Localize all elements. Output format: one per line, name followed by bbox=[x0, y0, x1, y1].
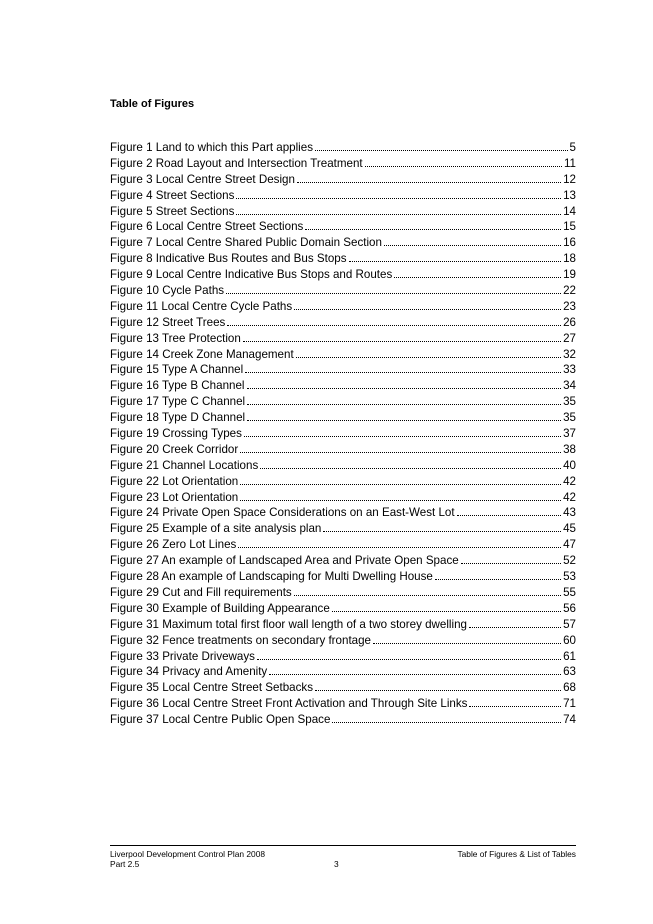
toc-entry-label: Figure 22 Lot Orientation bbox=[110, 474, 239, 488]
toc-entry-page: 60 bbox=[563, 633, 576, 647]
toc-entry-page: 26 bbox=[563, 315, 576, 329]
toc-leader-dots bbox=[384, 244, 561, 246]
toc-entry-label: Figure 36 Local Centre Street Front Activation and Through Site Links bbox=[110, 697, 468, 711]
toc-entry-page: 13 bbox=[563, 188, 576, 202]
toc-entry-label: Figure 10 Cycle Paths bbox=[110, 284, 225, 298]
toc-entry-page: 27 bbox=[563, 331, 576, 345]
toc-entry-page: 38 bbox=[563, 442, 576, 456]
toc-entry-page: 40 bbox=[563, 458, 576, 472]
toc-entry-label: Figure 6 Local Centre Street Sections bbox=[110, 220, 304, 234]
toc-entry[interactable] bbox=[110, 649, 576, 665]
page-title: Table of Figures bbox=[110, 98, 195, 110]
toc-entry[interactable] bbox=[110, 553, 576, 569]
toc-leader-dots bbox=[260, 467, 561, 469]
toc-entry-page: 56 bbox=[563, 601, 576, 615]
toc-entry-label: Figure 19 Crossing Types bbox=[110, 427, 242, 441]
toc-leader-dots bbox=[227, 324, 561, 326]
toc-entry[interactable] bbox=[110, 347, 576, 363]
toc-entry-page: 42 bbox=[563, 474, 576, 488]
toc-leader-dots bbox=[349, 260, 562, 262]
toc-entry-label: Figure 2 Road Layout and Intersection Treatment bbox=[110, 156, 363, 170]
toc-entry-page: 33 bbox=[563, 363, 576, 377]
toc-entry-label: Figure 8 Indicative Bus Routes and Bus Stops bbox=[110, 252, 347, 266]
toc-entry-label: Figure 7 Local Centre Shared Public Domain Section bbox=[110, 236, 382, 250]
toc-entry[interactable] bbox=[110, 696, 576, 712]
toc-entry-label: Figure 11 Local Centre Cycle Paths bbox=[110, 299, 293, 313]
footer-document-title: Liverpool Development Control Plan 2008 bbox=[110, 849, 266, 859]
toc-entry-label: Figure 9 Local Centre Indicative Bus Stops and Routes bbox=[110, 268, 393, 282]
toc-entry-page: 37 bbox=[563, 427, 576, 441]
toc-entry-label: Figure 13 Tree Protection bbox=[110, 331, 241, 345]
toc-entry-label: Figure 29 Cut and Fill requirements bbox=[110, 585, 292, 599]
toc-entry-label: Figure 20 Creek Corridor bbox=[110, 442, 239, 456]
toc-entry[interactable] bbox=[110, 299, 576, 315]
toc-entry[interactable] bbox=[110, 633, 576, 649]
toc-entry-label: Figure 32 Fence treatments on secondary frontage bbox=[110, 633, 372, 647]
toc-leader-dots bbox=[332, 610, 561, 612]
toc-leader-dots bbox=[238, 546, 561, 548]
toc-entry-label: Figure 1 Land to which this Part applies bbox=[110, 141, 314, 154]
toc-entry[interactable] bbox=[110, 267, 576, 283]
toc-entry[interactable] bbox=[110, 362, 576, 378]
toc-entry-label: Figure 14 Creek Zone Management bbox=[110, 347, 294, 361]
toc-entry[interactable] bbox=[110, 490, 576, 506]
toc-entry-page: 57 bbox=[563, 617, 576, 631]
toc-entry-label: Figure 15 Type A Channel bbox=[110, 363, 244, 377]
toc-leader-dots bbox=[315, 149, 568, 151]
toc-leader-dots bbox=[247, 403, 561, 405]
toc-entry[interactable] bbox=[110, 331, 576, 347]
toc-leader-dots bbox=[226, 292, 561, 294]
toc-entry-page: 14 bbox=[563, 204, 576, 218]
toc-entry-page: 22 bbox=[563, 284, 576, 298]
toc-entry-label: Figure 16 Type B Channel bbox=[110, 379, 245, 393]
toc-leader-dots bbox=[243, 340, 561, 342]
toc-entry-label: Figure 33 Private Driveways bbox=[110, 649, 255, 663]
toc-leader-dots bbox=[469, 626, 561, 628]
toc-entry-label: Figure 26 Zero Lot Lines bbox=[110, 538, 237, 552]
toc-leader-dots bbox=[365, 165, 562, 167]
toc-leader-dots bbox=[244, 435, 561, 437]
toc-entry-page: 43 bbox=[563, 506, 576, 520]
toc-entry-label: Figure 24 Private Open Space Considerations on an East-West Lot bbox=[110, 506, 455, 520]
toc-leader-dots bbox=[247, 419, 561, 421]
toc-entry[interactable] bbox=[110, 712, 576, 728]
toc-entry-page: 53 bbox=[563, 570, 576, 584]
table-of-figures-list bbox=[110, 140, 576, 728]
toc-entry-label: Figure 25 Example of a site analysis plan bbox=[110, 522, 322, 536]
toc-entry-page: 19 bbox=[563, 268, 576, 282]
toc-entry-page: 63 bbox=[563, 665, 576, 679]
toc-leader-dots bbox=[461, 562, 561, 564]
toc-leader-dots bbox=[294, 308, 561, 310]
toc-leader-dots bbox=[323, 530, 561, 532]
toc-entry-label: Figure 31 Maximum total first floor wall length of a two storey dwelling bbox=[110, 617, 467, 631]
toc-leader-dots bbox=[247, 387, 562, 389]
toc-leader-dots bbox=[236, 213, 561, 215]
toc-entry-label: Figure 4 Street Sections bbox=[110, 188, 235, 202]
toc-entry-label: Figure 18 Type D Channel bbox=[110, 411, 246, 425]
toc-leader-dots bbox=[332, 721, 561, 723]
footer-section-title: Table of Figures & List of Tables bbox=[457, 849, 576, 859]
toc-entry-page: 11 bbox=[563, 156, 576, 170]
toc-entry[interactable] bbox=[110, 410, 576, 426]
toc-leader-dots bbox=[240, 499, 561, 501]
toc-entry[interactable] bbox=[110, 426, 576, 442]
footer-part: Part 2.5 bbox=[110, 859, 140, 869]
toc-leader-dots bbox=[236, 197, 561, 199]
toc-entry-label: Figure 3 Local Centre Street Design bbox=[110, 172, 295, 186]
toc-entry[interactable] bbox=[110, 394, 576, 410]
toc-entry-label: Figure 34 Privacy and Amenity bbox=[110, 665, 268, 679]
toc-leader-dots bbox=[394, 276, 561, 278]
toc-entry-page: 12 bbox=[563, 172, 576, 186]
toc-entry[interactable] bbox=[110, 569, 576, 585]
toc-entry-page: 61 bbox=[563, 649, 576, 663]
toc-entry[interactable] bbox=[110, 156, 576, 172]
toc-entry[interactable] bbox=[110, 378, 576, 394]
toc-entry[interactable] bbox=[110, 172, 576, 188]
toc-entry-page: 42 bbox=[563, 490, 576, 504]
toc-entry-page: 74 bbox=[563, 713, 576, 727]
toc-entry-page: 23 bbox=[563, 299, 576, 313]
toc-entry[interactable] bbox=[110, 474, 576, 490]
toc-entry[interactable] bbox=[110, 601, 576, 617]
toc-leader-dots bbox=[257, 658, 561, 660]
toc-entry[interactable] bbox=[110, 283, 576, 299]
toc-entry[interactable] bbox=[110, 315, 576, 331]
toc-entry-label: Figure 17 Type C Channel bbox=[110, 395, 246, 409]
toc-leader-dots bbox=[269, 673, 561, 675]
toc-leader-dots bbox=[435, 578, 561, 580]
toc-entry[interactable] bbox=[110, 680, 576, 696]
toc-entry-page: 32 bbox=[563, 347, 576, 361]
toc-leader-dots bbox=[240, 483, 561, 485]
toc-entry-page: 52 bbox=[563, 554, 576, 568]
toc-entry-page: 15 bbox=[563, 220, 576, 234]
toc-leader-dots bbox=[457, 514, 562, 516]
toc-entry[interactable] bbox=[110, 442, 576, 458]
toc-entry-page: 5 bbox=[569, 141, 576, 154]
toc-entry[interactable] bbox=[110, 458, 576, 474]
toc-entry-label: Figure 5 Street Sections bbox=[110, 204, 235, 218]
toc-leader-dots bbox=[297, 181, 561, 183]
toc-entry-label: Figure 30 Example of Building Appearance bbox=[110, 601, 330, 615]
toc-entry-page: 35 bbox=[563, 395, 576, 409]
toc-entry-label: Figure 23 Lot Orientation bbox=[110, 490, 239, 504]
toc-entry-label: Figure 37 Local Centre Public Open Space bbox=[110, 713, 331, 727]
toc-entry-label: Figure 27 An example of Landscaped Area and Private Open Space bbox=[110, 554, 459, 568]
toc-leader-dots bbox=[469, 705, 561, 707]
toc-entry-page: 18 bbox=[563, 252, 576, 266]
toc-leader-dots bbox=[294, 594, 561, 596]
toc-leader-dots bbox=[240, 451, 561, 453]
toc-entry[interactable] bbox=[110, 219, 576, 235]
toc-entry-page: 34 bbox=[563, 379, 576, 393]
toc-leader-dots bbox=[315, 689, 561, 691]
toc-entry-label: Figure 28 An example of Landscaping for Multi Dwelling House bbox=[110, 570, 433, 584]
toc-entry-page: 68 bbox=[563, 681, 576, 695]
toc-entry-label: Figure 21 Channel Locations bbox=[110, 458, 259, 472]
toc-entry[interactable] bbox=[110, 505, 576, 521]
footer-divider bbox=[110, 845, 576, 846]
toc-entry[interactable] bbox=[110, 521, 576, 537]
toc-entry[interactable] bbox=[110, 188, 576, 204]
toc-entry[interactable] bbox=[110, 251, 576, 267]
toc-entry[interactable] bbox=[110, 204, 576, 220]
toc-entry[interactable] bbox=[110, 140, 576, 156]
toc-entry[interactable] bbox=[110, 537, 576, 553]
toc-leader-dots bbox=[245, 371, 561, 373]
toc-leader-dots bbox=[373, 642, 561, 644]
toc-entry-page: 35 bbox=[563, 411, 576, 425]
toc-entry[interactable] bbox=[110, 235, 576, 251]
footer-page-number: 3 bbox=[334, 859, 339, 869]
toc-entry-page: 71 bbox=[563, 697, 576, 711]
toc-entry-label: Figure 12 Street Trees bbox=[110, 315, 226, 329]
toc-entry-page: 16 bbox=[563, 236, 576, 250]
toc-entry[interactable] bbox=[110, 585, 576, 601]
toc-entry-page: 47 bbox=[563, 538, 576, 552]
toc-entry-page: 55 bbox=[563, 585, 576, 599]
toc-entry-label: Figure 35 Local Centre Street Setbacks bbox=[110, 681, 313, 695]
toc-entry[interactable] bbox=[110, 664, 576, 680]
toc-leader-dots bbox=[305, 228, 561, 230]
toc-leader-dots bbox=[296, 356, 561, 358]
toc-entry[interactable] bbox=[110, 617, 576, 633]
toc-entry-page: 45 bbox=[563, 522, 576, 536]
